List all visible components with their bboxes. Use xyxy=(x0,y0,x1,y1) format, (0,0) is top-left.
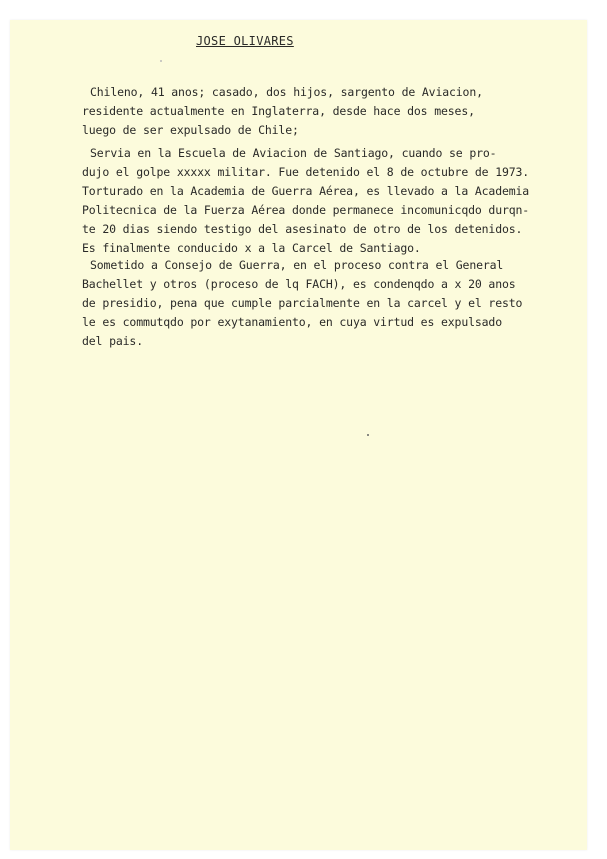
text-line: residente actualmente en Inglaterra, desde hace dos meses, xyxy=(82,104,475,118)
text-line: de presidio, pena que cumple parcialmente en la carcel y el resto xyxy=(82,296,523,310)
paragraph-2 xyxy=(82,144,562,258)
text-line: dujo el golpe xxxxx militar. Fue detenido el 8 de octubre de 1973. xyxy=(82,165,530,179)
text-line: te 20 dias siendo testigo del asesinato de otro de los detenidos. xyxy=(82,222,523,236)
speck-mark xyxy=(367,434,369,436)
speck-mark xyxy=(160,60,162,62)
text-line: le es commutqdo por exytanamiento, en cuya virtud es expulsado xyxy=(82,315,502,329)
paragraph-1 xyxy=(82,83,562,140)
text-line: luego de ser expulsado de Chile; xyxy=(82,123,299,137)
text-line: Sometido a Consejo de Guerra, en el proceso contra el General xyxy=(90,258,504,272)
text-line: Es finalmente conducido x a la Carcel de Santiago. xyxy=(82,241,421,255)
text-line: Bachellet y otros (proceso de lq FACH), es condenqdo a x 20 anos xyxy=(82,277,516,291)
text-line: Servia en la Escuela de Aviacion de Santiago, cuando se pro- xyxy=(90,146,497,160)
text-line: Torturado en la Academia de Guerra Aérea, es llevado a la Academia xyxy=(82,184,530,198)
document-title: JOSE OLIVARES xyxy=(196,34,294,48)
text-line: Chileno, 41 anos; casado, dos hijos, sargento de Aviacion, xyxy=(90,85,483,99)
text-line: Politecnica de la Fuerza Aérea donde permanece incomunicqdo durqn- xyxy=(82,203,530,217)
text-line: del pais. xyxy=(82,334,143,348)
paragraph-3 xyxy=(82,256,562,351)
